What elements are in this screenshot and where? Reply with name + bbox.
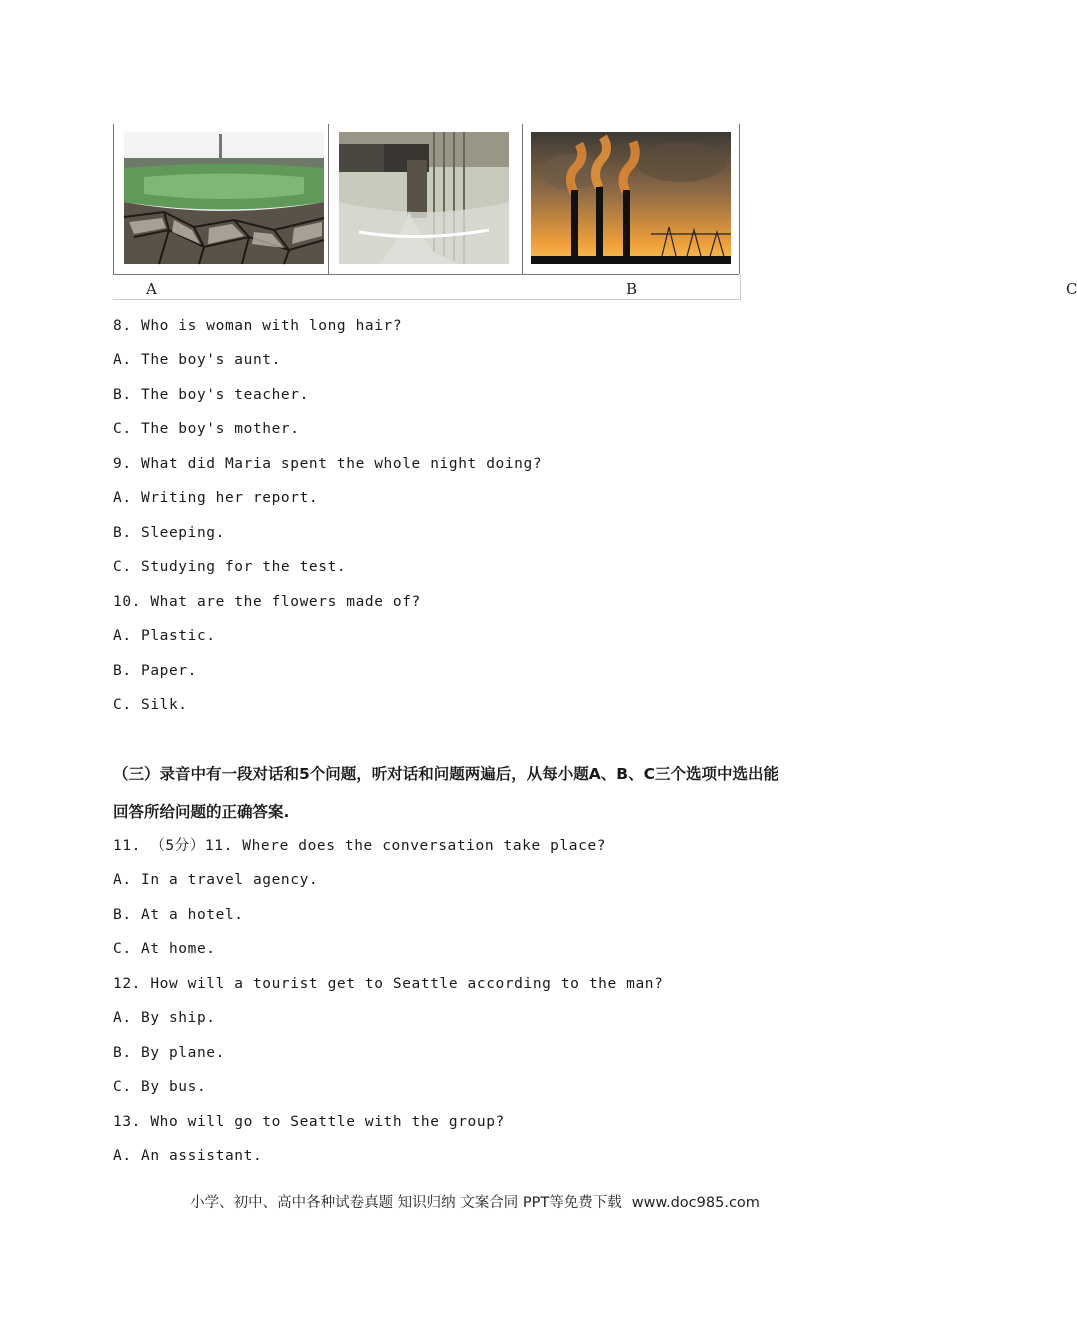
option-8a: A. The boy's aunt. bbox=[113, 352, 281, 368]
option-11a: A. In a travel agency. bbox=[113, 872, 319, 888]
option-11c: C. At home. bbox=[113, 941, 216, 957]
option-9c: C. Studying for the test. bbox=[113, 559, 347, 575]
option-12b: B. By plane. bbox=[113, 1045, 225, 1061]
section-3-instructions-line1: （三）录音中有一段对话和5个问题，听对话和问题两遍后，从每小题A、B、C三个选项中选出能 bbox=[113, 765, 779, 783]
option-8b: B. The boy's teacher. bbox=[113, 387, 309, 403]
footer-url[interactable]: www.doc985.com bbox=[631, 1195, 760, 1211]
question-11: 11. （5分）11. Where does the conversation take place? bbox=[113, 838, 607, 854]
table-right-border bbox=[740, 274, 741, 300]
question-9: 9. What did Maria spent the whole night doing? bbox=[113, 456, 543, 472]
option-12a: A. By ship. bbox=[113, 1010, 216, 1026]
smokestacks-image bbox=[531, 132, 731, 264]
question-12: 12. How will a tourist get to Seattle according to the man? bbox=[113, 976, 664, 992]
question-13: 13. Who will go to Seattle with the group? bbox=[113, 1114, 505, 1130]
option-12c: C. By bus. bbox=[113, 1079, 207, 1095]
option-10c: C. Silk. bbox=[113, 697, 188, 713]
option-13a: A. An assistant. bbox=[113, 1148, 263, 1164]
image-cell-a bbox=[113, 124, 329, 298]
caption-c: C bbox=[1066, 280, 1077, 298]
option-10b: B. Paper. bbox=[113, 663, 197, 679]
option-8c: C. The boy's mother. bbox=[113, 421, 300, 437]
option-9a: A. Writing her report. bbox=[113, 490, 319, 506]
image-cell-b bbox=[328, 124, 638, 298]
table-bottom-border bbox=[113, 299, 741, 300]
option-10a: A. Plastic. bbox=[113, 628, 216, 644]
option-11b: B. At a hotel. bbox=[113, 907, 244, 923]
section-3-instructions-line2: 回答所给问题的正确答案. bbox=[113, 803, 290, 821]
question-8: 8. Who is woman with long hair? bbox=[113, 318, 403, 334]
caption-b: B bbox=[626, 280, 638, 298]
pollution-image-table bbox=[113, 124, 1077, 300]
image-cell-c bbox=[522, 124, 1077, 298]
caption-a: A bbox=[146, 280, 157, 298]
footer-text: 小学、初中、高中各种试卷真题 知识归纳 文案合同 PPT等免费下载 bbox=[190, 1195, 622, 1211]
table-rule bbox=[113, 274, 739, 275]
question-10: 10. What are the flowers made of? bbox=[113, 594, 421, 610]
sewage-pipe-image bbox=[339, 132, 509, 264]
page-footer bbox=[0, 1191, 950, 1212]
dried-lake-image bbox=[124, 132, 324, 264]
option-9b: B. Sleeping. bbox=[113, 525, 225, 541]
